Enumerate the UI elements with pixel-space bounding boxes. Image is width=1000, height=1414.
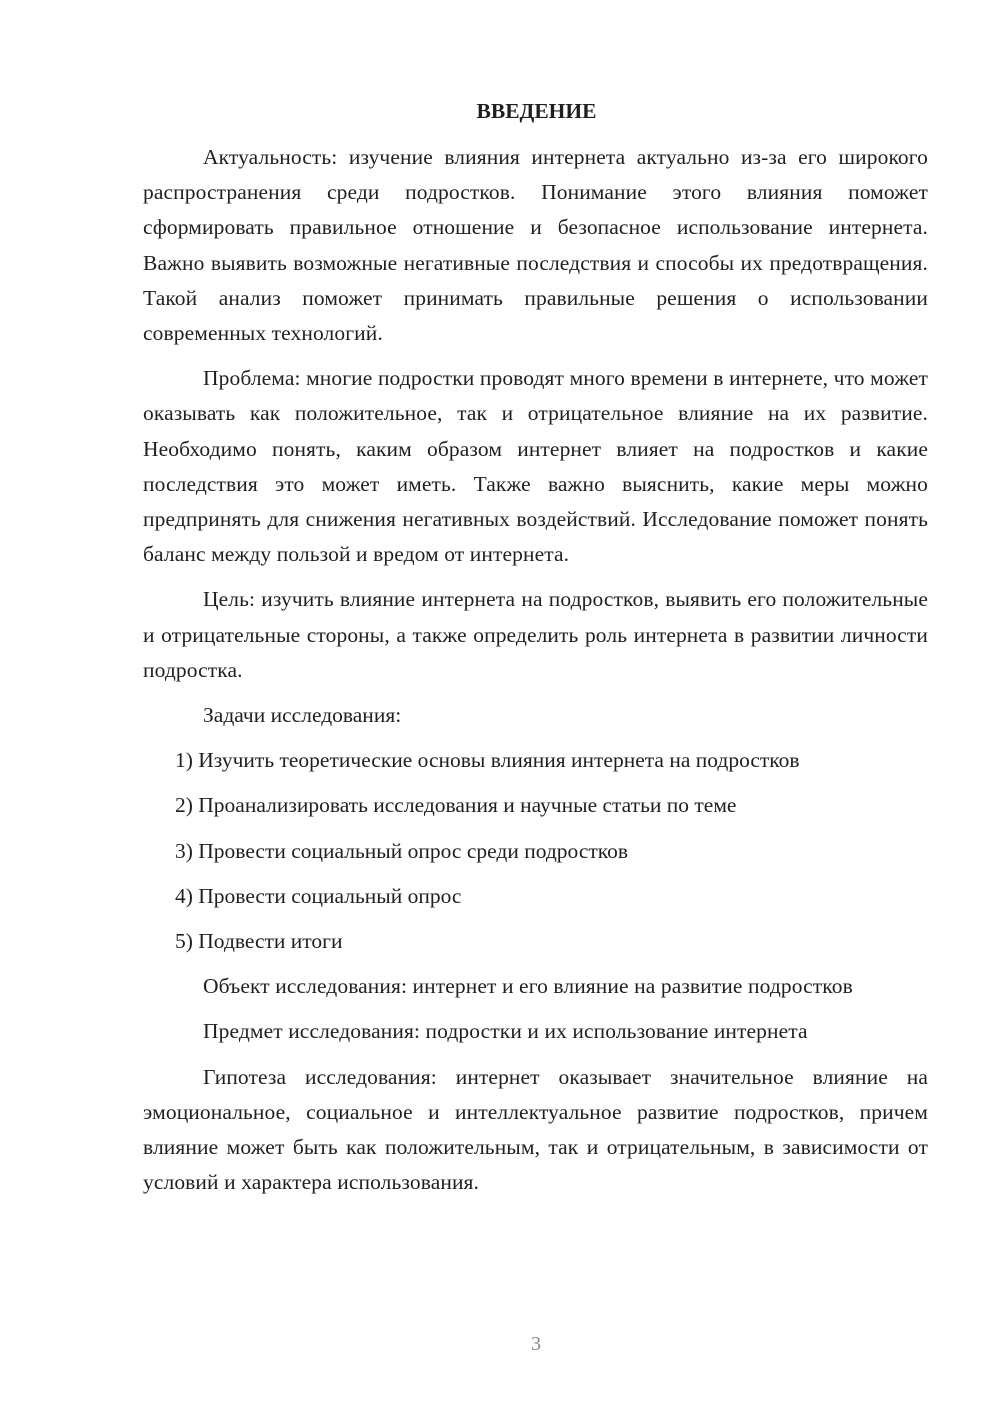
- section-heading: ВВЕДЕНИЕ: [476, 99, 597, 123]
- list-item: 3) Провести социальный опрос среди подростков: [175, 838, 629, 863]
- list-item: 5) Подвести итоги: [175, 929, 343, 954]
- subject-paragraph: Предмет исследования: подростки и их использование интернета: [203, 1019, 808, 1044]
- list-item: 4) Провести социальный опрос: [175, 883, 462, 908]
- list-item: 2) Проанализировать исследования и научные статьи по теме: [175, 793, 737, 818]
- relevance-paragraph: Актуальность: изучение влияния интернета актуально из-за его широкого распространения среди подростков. Понимание этого влияния поможет сформировать правильное отношение и безопасное использование интернета. Важно выявить возможные негативные последствия и способы их предотвращения. Такой анализ поможет принимать правильные решения о использовании современных технологий.: [143, 145, 928, 346]
- hypothesis-paragraph: Гипотеза исследования: интернет оказывает значительное влияние на эмоциональное, социальное и интеллектуальное развитие подростков, причем влияние может быть как положительным, так и отрицательным, в зависимости от условий и характера использования.: [143, 1064, 928, 1195]
- page-number: 3: [531, 1333, 541, 1355]
- object-paragraph: Объект исследования: интернет и его влияние на развитие подростков: [203, 974, 853, 999]
- list-item: 1) Изучить теоретические основы влияния интернета на подростков: [175, 748, 800, 773]
- goal-paragraph: Цель: изучить влияние интернета на подростков, выявить его положительные и отрицательные стороны, а также определить роль интернета в развитии личности подростка.: [143, 587, 928, 682]
- tasks-list: [143, 743, 928, 959]
- document-page: [143, 96, 928, 1210]
- tasks-label: Задачи исследования:: [203, 703, 402, 728]
- problem-paragraph: Проблема: многие подростки проводят много времени в интернете, что может оказывать как положительное, так и отрицательное влияние на их развитие. Необходимо понять, каким образом интернет влияет на подростков и какие последствия это может иметь. Также важно выяснить, какие меры можно предпринять для снижения негативных воздействий. Исследование поможет понять баланс между пользой и вредом от интернета.: [143, 366, 928, 567]
